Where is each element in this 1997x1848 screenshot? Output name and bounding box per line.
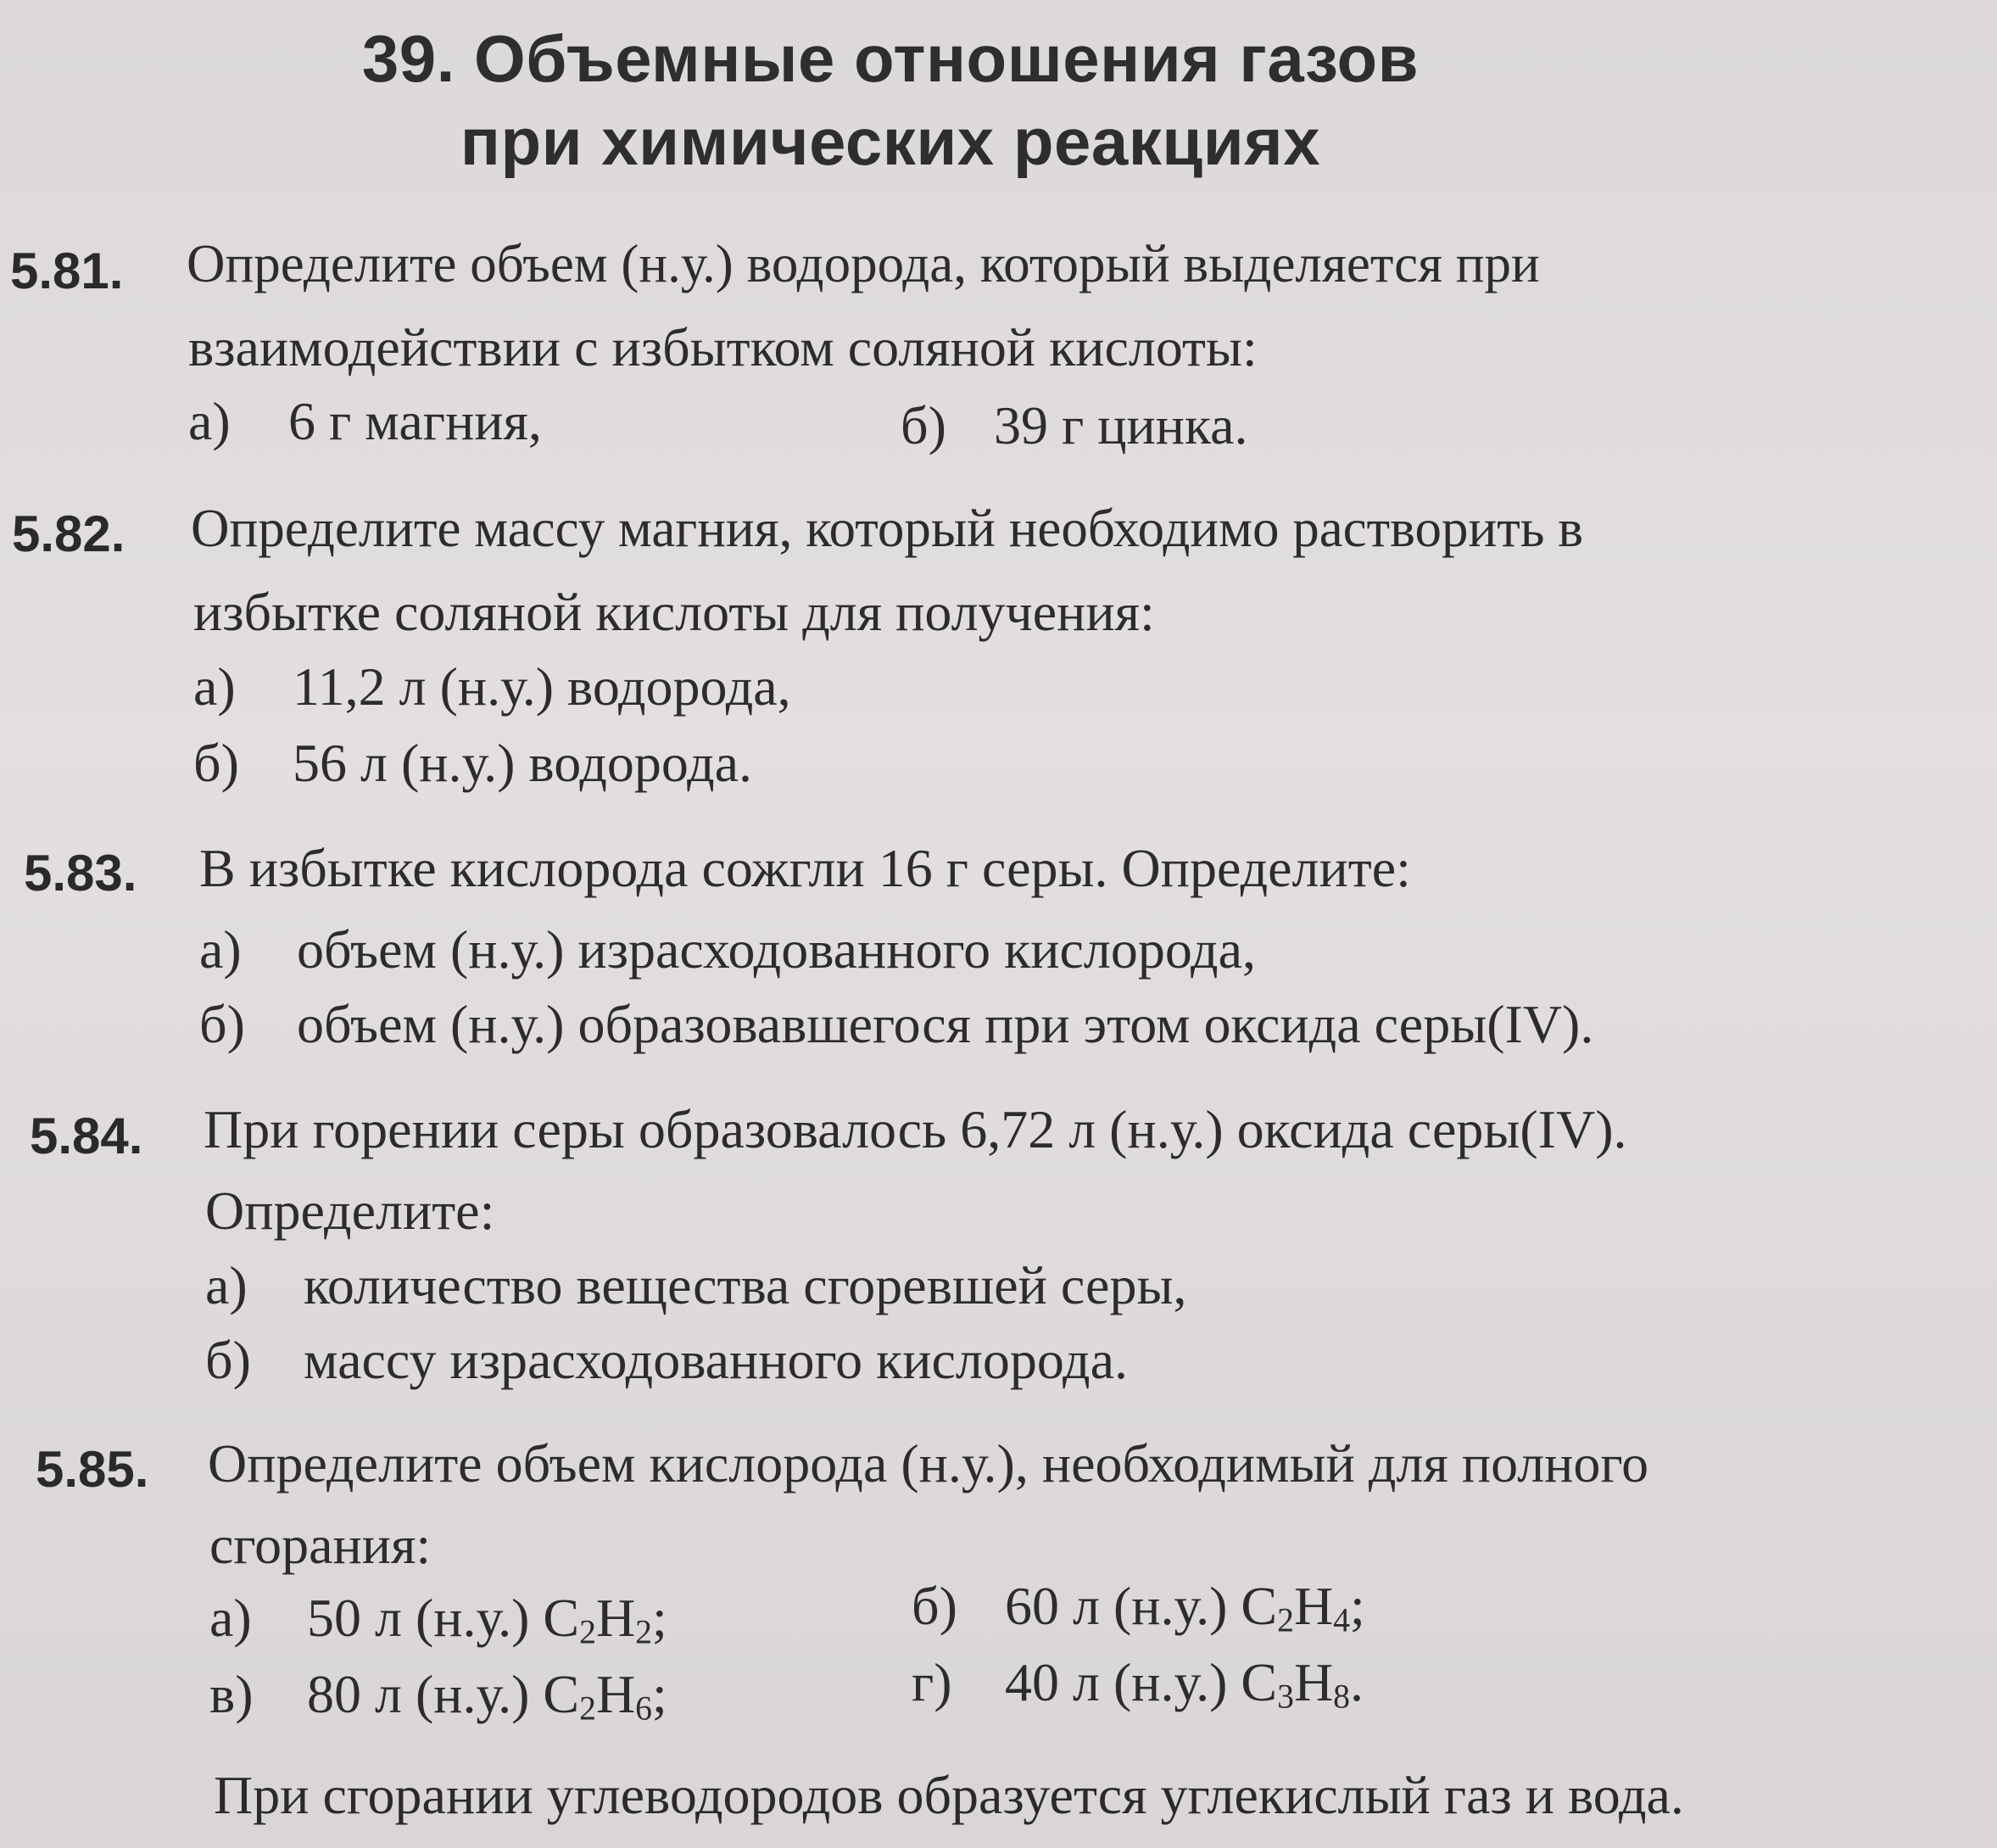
option-label: а) [199, 919, 242, 980]
option-label: б) [193, 733, 239, 793]
option-label: а) [205, 1255, 248, 1315]
problem-number: 5.83. [24, 845, 137, 902]
problem-text-line: При горении серы образовалось 6,72 л (н.у.) оксида серы(IV). [204, 1099, 1627, 1159]
option-text: объем (н.у.) израсходованного кислорода, [297, 919, 1256, 980]
problem-number: 5.82. [12, 505, 126, 562]
option-formula: 80 л (н.у.) $C_2H_6$; [307, 1664, 667, 1728]
option-label: б) [912, 1576, 957, 1636]
option-formula: 40 л (н.у.) $C_3H_8$. [1005, 1652, 1364, 1716]
footer-note: При сгорании углеводородов образуется углекислый газ и вода. [214, 1765, 1684, 1825]
option-formula: 60 л (н.у.) $C_2H_4$; [1005, 1576, 1365, 1639]
option-formula: 50 л (н.у.) $C_2H_2$; [307, 1588, 667, 1651]
option-label: б) [205, 1330, 251, 1390]
problem-number: 5.84. [30, 1108, 143, 1164]
problem-text-line: Определите: [205, 1181, 495, 1241]
option-label: а) [209, 1588, 252, 1648]
option-text: 39 г цинка. [994, 395, 1248, 455]
problem-number: 5.85. [36, 1441, 149, 1498]
problem-text-line: взаимодействии с избытком соляной кислоты: [188, 317, 1258, 377]
option-text: 56 л (н.у.) водорода. [293, 733, 753, 793]
option-label: г) [912, 1652, 952, 1712]
option-label: в) [209, 1664, 254, 1724]
problem-text-line: В избытке кислорода сожгли 16 г серы. Определите: [199, 838, 1411, 898]
option-text: количество вещества сгоревшей серы, [304, 1255, 1187, 1315]
option-text: массу израсходованного кислорода. [304, 1330, 1128, 1390]
section-title-line2: при химических реакциях [460, 104, 1321, 179]
option-label: а) [193, 656, 236, 717]
option-label: а) [188, 391, 231, 451]
problem-text-line: Определите объем (н.у.) водорода, который выделяется при [187, 234, 1540, 293]
option-text: объем (н.у.) образовавшегося при этом оксида серы(IV). [297, 994, 1594, 1054]
problem-text-line: сгорания: [209, 1515, 432, 1575]
option-text: 11,2 л (н.у.) водорода, [293, 656, 791, 717]
problem-text-line: избытке соляной кислоты для получения: [193, 582, 1155, 642]
option-label: б) [199, 994, 245, 1054]
problem-number: 5.81. [10, 243, 124, 299]
option-label: б) [901, 395, 946, 455]
problem-text-line: Определите массу магния, который необходимо растворить в [191, 499, 1583, 558]
option-text: 6 г магния, [288, 391, 542, 451]
problem-text-line: Определите объем кислорода (н.у.), необходимый для полного [208, 1433, 1649, 1493]
section-title-line1: 39. Объемные отношения газов [361, 21, 1420, 96]
